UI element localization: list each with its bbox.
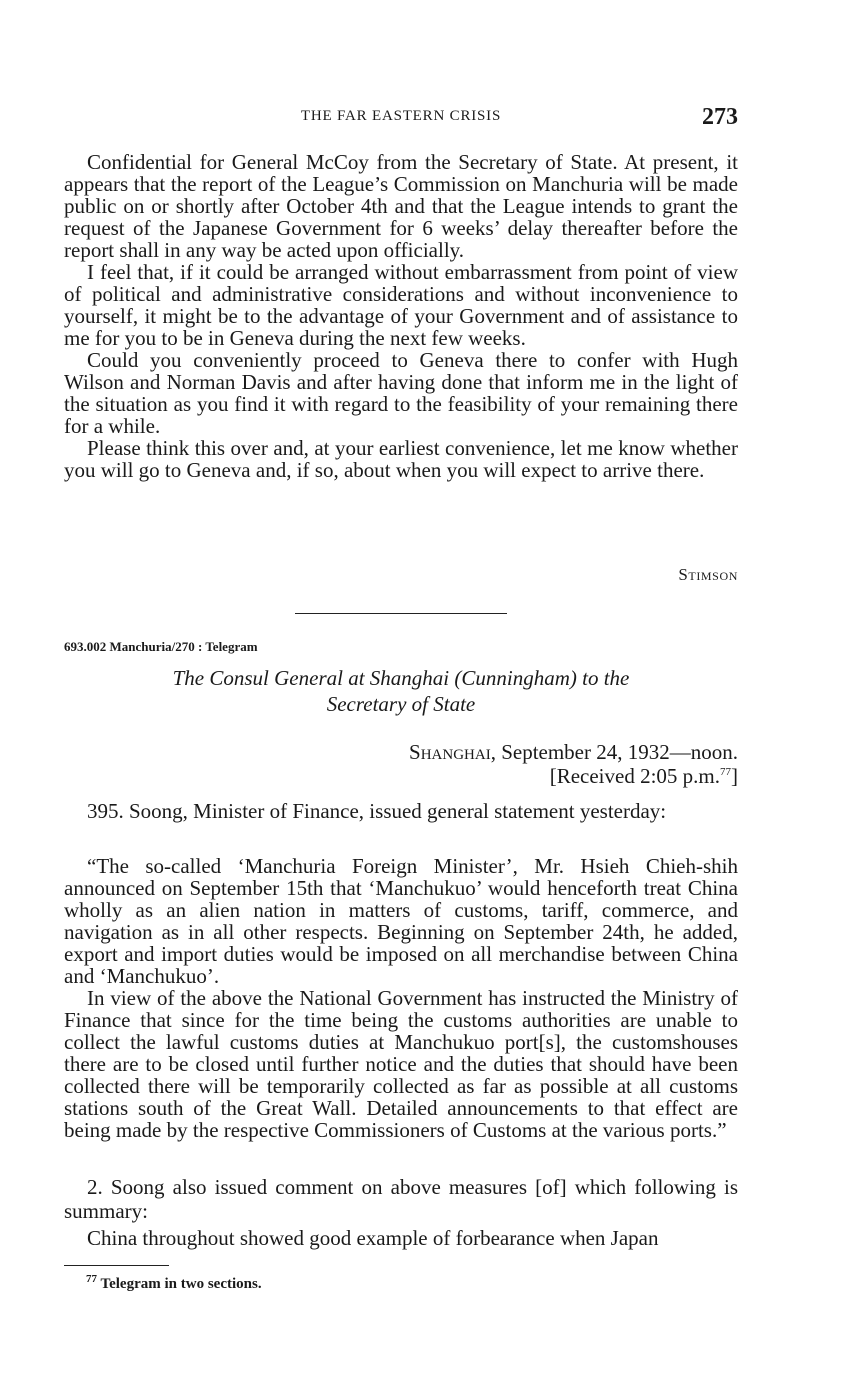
footnote [86,1273,262,1293]
running-title: THE FAR EASTERN CRISIS [300,108,502,124]
dateline-date: , September 24, 1932—noon. [490,740,738,764]
heading-line: The Consul General at Shanghai (Cunningham) to the [172,666,630,690]
telegram-point-2 [64,1175,738,1223]
letter-paragraph: Confidential for General McCoy from the Secretary of State. At present, it appears that the report of the League’s Commission on Manchuria will be made public on or shortly after October 4th and that the League intends to grant the request of the Japanese Government for 6 weeks’ delay thereafter before the report shall in any way be acted upon officially. [64,150,738,262]
document-heading [64,665,738,717]
quote-paragraph: “The so-called ‘Manchuria Foreign Minister’, Mr. Hsieh Chieh-shih announced on September 15th that ‘Manchukuo’ would henceforth treat China wholly as an alien nation in matters of customs, tariff, commerce, and navigation as in all other respects. Beginning on September 24th, he added, export and import duties would be imposed on all merchandise between China and ‘Manchukuo’. [64,854,738,988]
footnote-text: Telegram in two sections. [97,1276,262,1292]
telegram-continuation [64,1227,738,1249]
section-divider [295,613,507,614]
quote-paragraph: In view of the above the National Government has instructed the Ministry of Finance that since for the time being the customs authorities are unable to collect the lawful customs duties at Manchukuo port[s], the customshouses there are to be closed until further notice and the duties that should have been collected there will be temporarily collected as far as possible at all customs stations south of the Great Wall. Detailed announcements to that effect are being made by the respective Commissioners of Customs at the various ports.” [64,986,738,1142]
quoted-statement [64,855,738,1141]
letter-paragraph: I feel that, if it could be arranged without embarrassment from point of view of political and administrative considerations and without inconvenience to yourself, it might be to the advantage of your Government and of assistance to me for you to be in Geneva during the next few weeks. [64,260,738,350]
dateline-sent [409,740,738,764]
page-number: 273 [702,104,738,130]
footnote-divider [64,1265,169,1266]
file-reference: 693.002 Manchuria/270 : Telegram [64,639,258,654]
dateline-received [409,764,738,788]
telegram-paragraph: 395. Soong, Minister of Finance, issued general statement yesterday: [87,799,667,823]
telegram-intro [64,800,738,822]
footnote-mark: 77 [86,1273,97,1285]
running-head [64,104,738,134]
telegram-paragraph: China throughout showed good example of forbearance when Japan [87,1226,659,1250]
letter-paragraph: Please think this over and, at your earliest convenience, let me know whether you will go to Geneva and, if so, about when you will expect to arrive there. [64,436,738,482]
received-close: ] [731,764,738,788]
letter-paragraph: Could you conveniently proceed to Geneva there to confer with Hugh Wilson and Norman Davis and after having done that inform me in the light of the situation as you find it with regard to the feasibility of your remaining there for a while. [64,348,738,438]
letter-body [64,151,738,481]
footnote-reference[interactable]: 77 [720,766,731,778]
signature: Stimson [678,565,738,584]
heading-line: Secretary of State [326,692,476,716]
telegram-paragraph: 2. Soong also issued comment on above measures [of] which following is summary: [64,1175,738,1223]
dateline [409,740,738,788]
dateline-place: Shanghai [409,740,491,764]
received-text: [Received 2:05 p.m. [549,764,720,788]
